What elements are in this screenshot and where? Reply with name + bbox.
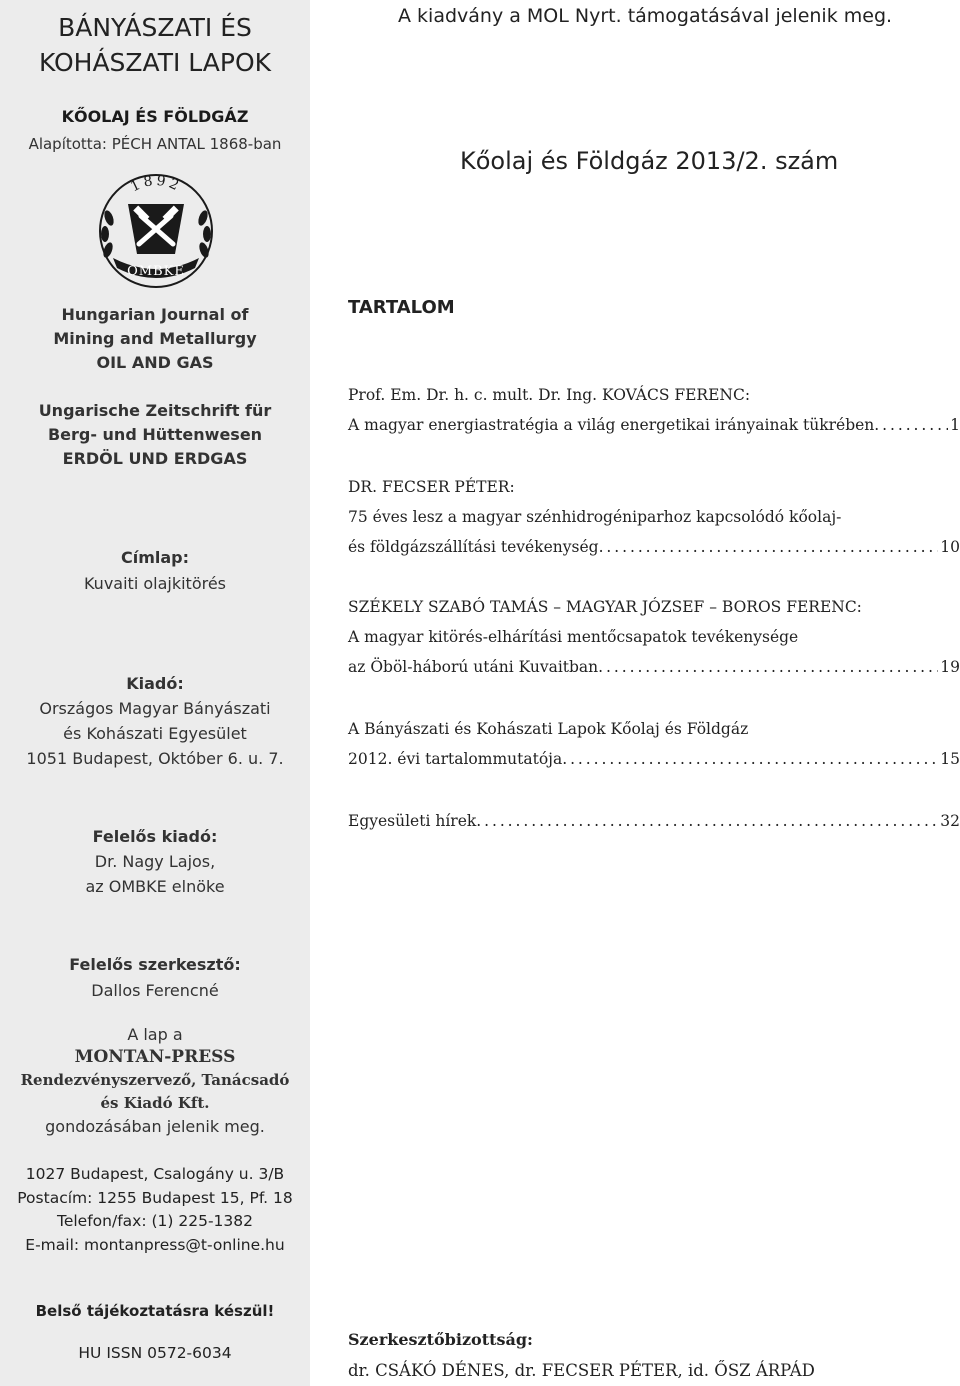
toc-page-number: 10 — [940, 538, 960, 556]
journal-title-line: BÁNYÁSZATI ÉS — [58, 13, 252, 42]
publisher-label: Kiadó: — [126, 674, 184, 693]
montan-line: Rendezvényszervező, Tanácsadó — [20, 1071, 290, 1089]
german-title-line: Berg- und Hüttenwesen — [47, 425, 263, 444]
toc-page-number: 1 — [950, 416, 960, 434]
email-line: E-mail: montanpress@t-online.hu — [25, 1235, 285, 1254]
english-title-line: OIL AND GAS — [96, 353, 214, 372]
cover-text: Kuvaiti olajkitörés — [83, 574, 227, 593]
responsible-publisher-label: Felelős kiadó: — [92, 827, 218, 846]
internal-note: Belső tájékoztatásra készül! — [35, 1302, 275, 1320]
toc-title-row — [348, 750, 960, 780]
editorial-board-label: Szerkesztőbizottság: — [348, 1330, 533, 1349]
issue-title: Kőolaj és Földgáz 2013/2. szám — [460, 147, 839, 175]
publisher-line: 1051 Budapest, Október 6. u. 7. — [26, 749, 284, 768]
toc-leader — [562, 750, 938, 768]
cover-info — [0, 545, 310, 597]
toc-page-number: 15 — [940, 750, 960, 768]
toc-title: az Öböl-háború utáni Kuvaitban — [348, 658, 599, 676]
sponsor-note: A kiadvány a MOL Nyrt. támogatásával jelenik meg. — [398, 5, 893, 27]
toc-page-number: 32 — [940, 812, 960, 830]
toc-leader — [476, 812, 938, 830]
toc-author: DR. FECSER PÉTER: — [348, 478, 515, 496]
toc-title-line: A Bányászati és Kohászati Lapok Kőolaj és Földgáz — [348, 720, 749, 738]
editorial-board-members: dr. CSÁKÓ DÉNES, dr. FECSER PÉTER, id. ŐSZ ÁRPÁD — [348, 1361, 815, 1380]
founder-note: Alapította: PÉCH ANTAL 1868-ban — [28, 135, 282, 153]
responsible-publisher-line: Dr. Nagy Lajos, — [94, 852, 216, 871]
toc-title: A magyar energiastratégia a világ energetikai irányainak tükrében — [348, 416, 875, 434]
publisher-info — [0, 671, 310, 771]
english-title-line: Mining and Metallurgy — [53, 329, 257, 348]
responsible-editor-name: Dallos Ferencné — [91, 981, 219, 1000]
journal-title — [0, 10, 310, 80]
toc-author: SZÉKELY SZABÓ TAMÁS – MAGYAR JÓZSEF – BOROS FERENC: — [348, 598, 862, 616]
montan-intro: A lap a — [127, 1025, 183, 1044]
responsible-editor — [0, 952, 310, 1004]
toc-title-row — [348, 658, 960, 688]
english-title-line: Hungarian Journal of — [61, 305, 249, 324]
address-line: 1027 Budapest, Csalogány u. 3/B — [25, 1165, 285, 1183]
toc-title-row — [348, 538, 960, 568]
toc-entry — [348, 720, 960, 780]
svg-text:1892 — [128, 173, 184, 195]
responsible-publisher-line: az OMBKE elnöke — [85, 877, 225, 896]
toc-page-number: 19 — [940, 658, 960, 676]
toc-title-row — [348, 416, 960, 446]
toc-entry — [348, 386, 960, 446]
toc-entry — [348, 478, 960, 568]
toc-title: Egyesületi hírek — [348, 812, 477, 830]
issn: HU ISSN 0572-6034 — [78, 1344, 232, 1362]
journal-title-line: KOHÁSZATI LAPOK — [38, 48, 272, 77]
english-title — [0, 303, 310, 375]
cover-label: Címlap: — [120, 548, 190, 567]
german-title-line: ERDÖL UND ERDGAS — [62, 449, 248, 468]
toc-title-line: 75 éves lesz a magyar szénhidrogéniparhoz kapcsolódó kőolaj- — [348, 508, 842, 526]
montan-line: és Kiadó Kft. — [100, 1094, 210, 1112]
toc-entry — [348, 598, 960, 688]
toc-author: Prof. Em. Dr. h. c. mult. Dr. Ing. KOVÁCS FERENC: — [348, 386, 751, 404]
montan-name: MONTAN-PRESS — [74, 1047, 236, 1067]
toc-leader — [599, 538, 939, 556]
section-title: KŐOLAJ ÉS FÖLDGÁZ — [61, 107, 249, 126]
crossed-hammers-seal-icon — [95, 170, 217, 292]
toc-entry — [348, 812, 960, 842]
montan-outro: gondozásában jelenik meg. — [45, 1117, 265, 1136]
german-title — [0, 399, 310, 471]
toc-title: 2012. évi tartalommutatója — [348, 750, 563, 768]
toc-title-row — [348, 812, 960, 842]
address-line: Telefon/fax: (1) 225-1382 — [57, 1212, 253, 1230]
publisher-line: és Kohászati Egyesület — [63, 724, 247, 743]
seal-year: 1892 — [128, 172, 184, 196]
toc-heading: TARTALOM — [348, 297, 455, 318]
address-line: Postacím: 1255 Budapest 15, Pf. 18 — [17, 1188, 293, 1207]
german-title-line: Ungarische Zeitschrift für — [38, 401, 272, 420]
toc-leader — [598, 658, 938, 676]
main-content — [310, 0, 960, 1386]
masthead-sidebar — [0, 0, 310, 1386]
toc-leader — [874, 416, 948, 434]
toc-title-line: A magyar kitörés-elhárítási mentőcsapatok tevékenysége — [348, 628, 799, 646]
responsible-editor-label: Felelős szerkesztő: — [69, 955, 241, 974]
responsible-publisher — [0, 824, 310, 899]
seal-org: OMBKE — [127, 264, 185, 279]
contact-address — [0, 1163, 310, 1257]
publisher-line: Országos Magyar Bányászati — [39, 699, 271, 718]
montan-press-block — [0, 1023, 310, 1138]
toc-title: és földgázszállítási tevékenység — [348, 538, 599, 556]
